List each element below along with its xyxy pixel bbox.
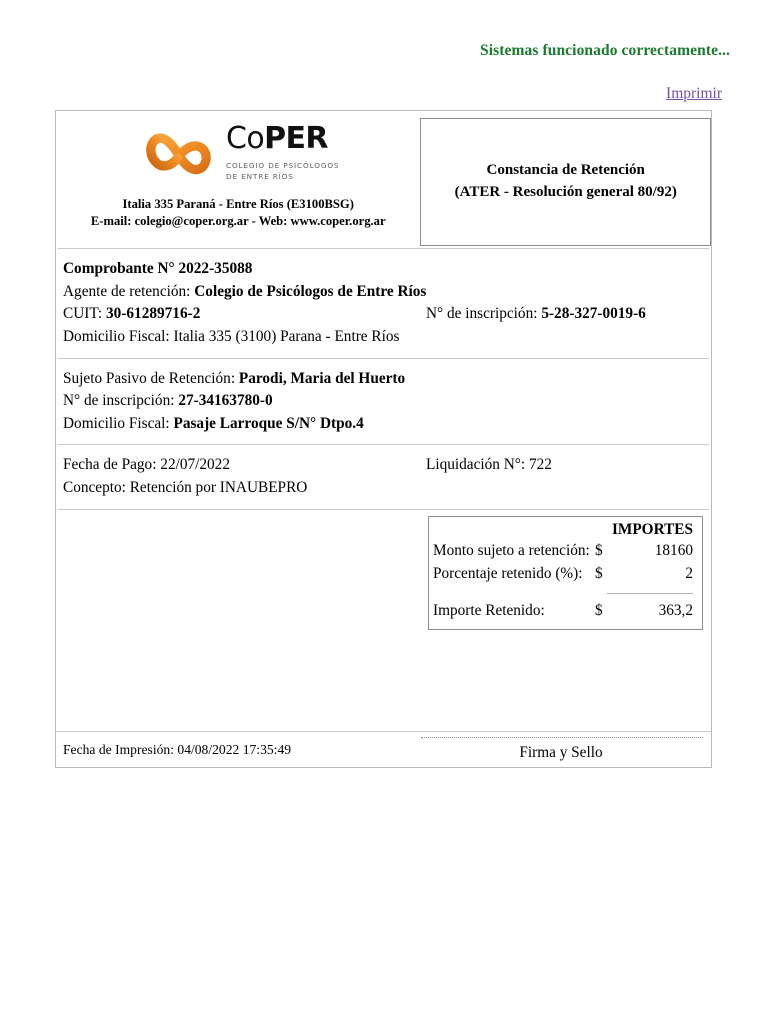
payment-information-block <box>56 445 711 508</box>
concepto-value: Retención por INAUBEPRO <box>129 479 308 496</box>
sujeto-label: Sujeto Pasivo de Retención: <box>63 369 236 387</box>
logo-tagline-line1: COLEGIO DE PSICÓLOGOS <box>226 161 340 171</box>
subject-inscripcion-row <box>63 390 711 413</box>
document-title-line-1: Constancia de Retención <box>486 162 645 179</box>
comprobante-label: Comprobante N° <box>63 260 175 277</box>
header-branding <box>56 111 420 248</box>
document-title-box <box>420 118 711 246</box>
amount-total-label: Importe Retenido: <box>433 601 545 619</box>
amounts-total-divider <box>607 593 693 594</box>
print-bar <box>0 85 722 103</box>
organization-address <box>91 196 386 229</box>
subject-inscripcion-value: 27-34163780-0 <box>178 392 273 410</box>
cuit-value: 30-61289716-2 <box>106 305 201 323</box>
coper-wordmark <box>226 121 340 182</box>
comprobante-row <box>63 258 711 281</box>
amount-value: 18160 <box>654 541 693 559</box>
amount-row <box>433 563 693 586</box>
subject-domicilio-label: Domicilio Fiscal: <box>63 414 170 432</box>
coper-infinity-logo-icon <box>143 123 217 183</box>
amounts-section <box>56 510 711 720</box>
print-date <box>56 742 419 758</box>
print-link[interactable]: Imprimir <box>666 85 722 102</box>
agente-value: Colegio de Psicólogos de Entre Ríos <box>194 282 427 300</box>
logo-tagline-line2: DE ENTRE RÍOS <box>226 171 294 181</box>
amount-currency: $ <box>595 541 603 559</box>
agent-information-block <box>56 249 711 358</box>
amount-row <box>433 540 693 563</box>
agent-domicilio-value: Italia 335 (3100) Parana - Entre Ríos <box>173 327 400 345</box>
subject-information-block <box>56 359 711 445</box>
fecha-liquidacion-row <box>63 454 711 477</box>
agente-row <box>63 281 711 304</box>
subject-domicilio-value: Pasaje Larroque S/N° Dtpo.4 <box>173 414 364 432</box>
print-date-label: Fecha de Impresión: <box>63 741 174 757</box>
signature-area <box>419 741 711 759</box>
fecha-pago-label: Fecha de Pago: <box>63 456 157 474</box>
address-line-2: E-mail: colegio@coper.org.ar - Web: www.coper.org.ar <box>90 213 386 228</box>
agent-inscripcion-value: 5-28-327-0019-6 <box>541 305 646 323</box>
amount-total-row <box>433 600 693 623</box>
concepto-row <box>63 477 711 500</box>
subject-inscripcion-label: N° de inscripción: <box>63 392 175 410</box>
print-date-value: 04/08/2022 17:35:49 <box>177 741 292 757</box>
cuit-label: CUIT: <box>63 305 103 323</box>
amount-label: Porcentaje retenido (%): <box>433 564 583 582</box>
wordmark-co: Co <box>226 121 265 157</box>
sujeto-value: Parodi, Maria del Huerto <box>238 369 406 387</box>
agent-domicilio-row <box>63 326 711 349</box>
subject-domicilio-row <box>63 413 711 436</box>
address-line-1: Italia 335 Paraná - Entre Ríos (E3100BSG) <box>122 197 354 211</box>
amount-label: Monto sujeto a retención: <box>433 541 590 559</box>
signature-line <box>421 737 703 738</box>
amount-total-value: 363,2 <box>658 601 693 619</box>
document-header <box>56 111 711 248</box>
document-title-line-2: (ATER - Resolución general 80/92) <box>454 184 677 200</box>
amounts-box <box>428 516 703 631</box>
liquidacion-label: Liquidación N°: <box>426 456 526 474</box>
agent-domicilio-label: Domicilio Fiscal: <box>63 327 170 345</box>
amount-currency: $ <box>595 564 603 582</box>
cuit-inscripcion-row <box>63 303 711 326</box>
document-footer <box>56 731 711 767</box>
amount-total-currency: $ <box>595 601 603 619</box>
amounts-header: IMPORTES <box>611 520 693 538</box>
liquidacion-value: 722 <box>528 456 552 474</box>
concepto-label: Concepto: <box>63 479 126 496</box>
amount-value: 2 <box>685 564 693 582</box>
system-status-message: Sistemas funcionado correctamente... <box>480 42 730 59</box>
agente-label: Agente de retención: <box>63 282 191 300</box>
comprobante-value: 2022-35088 <box>178 260 253 277</box>
wordmark-per: PER <box>264 121 328 157</box>
coper-logo <box>143 123 339 183</box>
sujeto-row <box>63 368 711 391</box>
signature-label: Firma y Sello <box>519 743 603 761</box>
retention-certificate-document <box>55 110 712 768</box>
fecha-pago-value: 22/07/2022 <box>160 456 230 474</box>
agent-inscripcion-label: N° de inscripción: <box>426 305 538 323</box>
